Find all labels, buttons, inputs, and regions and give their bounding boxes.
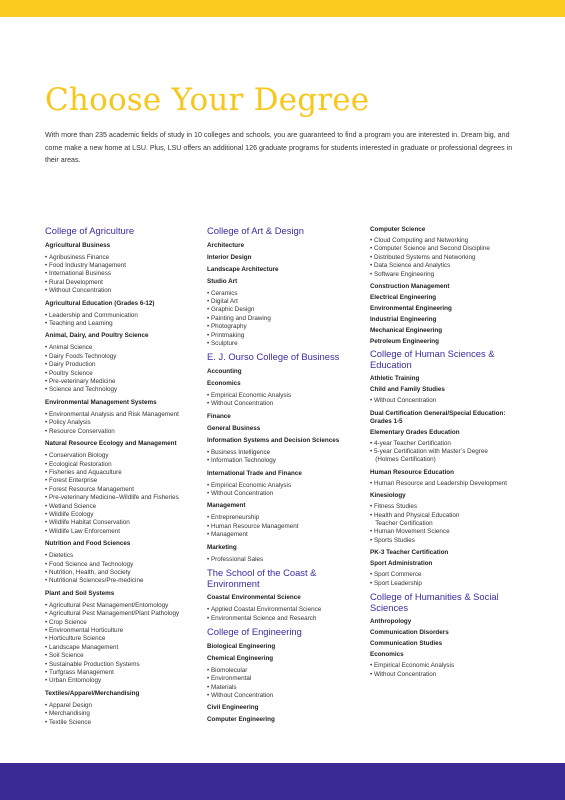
concentration-item: • Nutrition, Health, and Society xyxy=(45,569,203,577)
concentration-item: • Resource Conservation xyxy=(45,428,203,436)
concentration-item: • Poultry Science xyxy=(45,370,203,378)
concentration-item: • Teaching and Learning xyxy=(45,320,203,328)
program-heading: Computer Science xyxy=(370,226,426,233)
program-heading: Construction Management xyxy=(370,283,450,291)
concentration-item: • Professional Sales xyxy=(207,556,365,564)
concentration-list xyxy=(370,503,528,545)
concentration-item: • Empirical Economic Analysis xyxy=(370,662,528,670)
concentration-item: • Painting and Drawing xyxy=(207,315,365,323)
concentration-list xyxy=(370,237,528,279)
concentration-item: • Forest Enterprise xyxy=(45,477,203,485)
concentration-item: • Textile Science xyxy=(45,719,203,727)
program-heading: Architecture xyxy=(207,241,245,249)
program-heading: Environmental Management Systems xyxy=(45,398,157,406)
concentration-list xyxy=(207,449,365,466)
concentration-item: • Fitness Studies xyxy=(370,503,528,511)
concentration-item: • Sports Studies xyxy=(370,537,528,545)
program-heading: Studio Art xyxy=(207,277,238,285)
program-heading: Biological Engineering xyxy=(207,642,276,650)
program-heading: Elementary Grades Education xyxy=(370,428,460,436)
concentration-item: • Agribusiness Finance xyxy=(45,254,203,262)
concentration-item: • Human Movement Science xyxy=(370,528,528,536)
program-heading: Coastal Environmental Science xyxy=(207,594,301,602)
concentration-item: • Cloud Computing and Networking xyxy=(370,237,528,245)
concentration-item: • Without Concentration xyxy=(370,397,528,405)
concentration-item: • Merchandising xyxy=(45,710,203,718)
concentration-item: • Without Concentration xyxy=(207,692,365,700)
concentration-item: • Management xyxy=(207,531,365,539)
program-heading: International Trade and Finance xyxy=(207,469,302,477)
concentration-list xyxy=(45,452,203,536)
program-heading: Economics xyxy=(370,651,404,659)
program-heading: General Business xyxy=(207,424,261,432)
program-heading: Sport Administration xyxy=(370,560,433,568)
college-heading: College of Agriculture xyxy=(45,225,135,236)
program-heading: Textiles/Apparel/Merchandising xyxy=(45,689,140,697)
program-heading: Chemical Engineering xyxy=(207,654,274,662)
program-heading: Mechanical Engineering xyxy=(370,327,443,335)
concentration-item: • Photography xyxy=(207,323,365,331)
college-heading: The School of the Coast & Environment xyxy=(207,567,317,589)
concentration-list xyxy=(207,667,365,701)
program-heading: Finance xyxy=(207,412,231,420)
program-heading: Agricultural Business xyxy=(45,241,111,249)
program-heading: Information Systems and Decision Sciences xyxy=(207,436,340,444)
program-heading: Accounting xyxy=(207,368,242,376)
concentration-list xyxy=(207,482,365,499)
top-accent-bar xyxy=(0,0,565,17)
concentration-list xyxy=(207,392,365,409)
concentration-item: • Science and Technology xyxy=(45,386,203,394)
concentration-item: • Graphic Design xyxy=(207,306,365,314)
bottom-accent-bar xyxy=(0,763,565,800)
concentration-item: • Data Science and Analytics xyxy=(370,262,528,270)
concentration-item: • Dairy Foods Technology xyxy=(45,353,203,361)
intro-paragraph: With more than 235 academic fields of study in 10 colleges and schools, you are guaranteed to find a program you are interested in. Dream big, and come make a new home at LSU. Plus, LSU offers an additional 126 graduate programs for students interested in graduate or professional degrees in their areas. xyxy=(45,131,513,165)
program-heading: Petroleum Engineering xyxy=(370,338,439,346)
concentration-item: • Wetland Science xyxy=(45,503,203,511)
concentration-list xyxy=(45,702,203,727)
concentration-item: • Entrepreneurship xyxy=(207,514,365,522)
concentration-item: • Turfgrass Management xyxy=(45,669,203,677)
concentration-list xyxy=(45,552,203,586)
program-heading: Economics xyxy=(207,380,241,388)
concentration-item: • Fisheries and Aquaculture xyxy=(45,469,203,477)
concentration-item: • Without Concentration xyxy=(207,400,365,408)
college-heading: College of Human Sciences & Education xyxy=(370,348,495,370)
concentration-item: • 4-year Teacher Certification xyxy=(370,440,528,448)
program-heading: Agricultural Education (Grades 6-12) xyxy=(45,299,155,307)
concentration-list xyxy=(207,290,365,349)
concentration-item: • Wildlife Ecology xyxy=(45,511,203,519)
program-heading: Communication Disorders xyxy=(370,629,449,637)
concentration-list xyxy=(370,662,528,679)
concentration-item: • Apparel Design xyxy=(45,702,203,710)
concentration-item: • Without Concentration xyxy=(45,287,203,295)
program-heading: Industrial Engineering xyxy=(370,316,437,324)
program-heading: Dual Certification General/Special Education: Grades 1-5 xyxy=(370,409,506,425)
concentration-item: • Applied Coastal Environmental Science xyxy=(207,606,365,614)
college-heading: E. J. Ourso College of Business xyxy=(207,351,340,363)
concentration-item: • Materials xyxy=(207,684,365,692)
program-heading: Computer Engineering xyxy=(207,716,275,724)
concentration-item: • Horticulture Science xyxy=(45,635,203,643)
program-heading: Athletic Training xyxy=(370,375,420,383)
concentration-item: • Software Engineering xyxy=(370,271,528,279)
concentration-item: • Printmaking xyxy=(207,332,365,340)
concentration-item: • Wildlife Law Enforcement xyxy=(45,528,203,536)
concentration-item: • Computer Science and Second Discipline xyxy=(370,245,528,253)
concentration-item: • 5-year Certification with Master’s Degree xyxy=(370,448,528,456)
concentration-item: • Business Intelligence xyxy=(207,449,365,457)
concentration-item: • Environmental Horticulture xyxy=(45,627,203,635)
concentration-item: • Wildlife Habitat Conservation xyxy=(45,519,203,527)
program-heading: Marketing xyxy=(207,543,237,551)
concentration-list xyxy=(45,312,203,329)
concentration-list xyxy=(370,397,528,405)
program-heading: Natural Resource Ecology and Management xyxy=(45,440,177,448)
concentration-item: • Sport Commerce xyxy=(370,571,528,579)
degree-column-1 xyxy=(45,226,203,731)
program-heading: Animal, Dairy, and Poultry Science xyxy=(45,332,149,340)
program-heading: Management xyxy=(207,502,246,510)
concentration-item: • Ecological Restoration xyxy=(45,461,203,469)
concentration-item: • Food Science and Technology xyxy=(45,561,203,569)
concentration-list xyxy=(45,602,203,686)
concentration-list xyxy=(207,556,365,564)
concentration-list xyxy=(370,440,528,465)
concentration-item: • Ceramics xyxy=(207,290,365,298)
degree-column-2 xyxy=(207,226,365,728)
concentration-item: • Soil Science xyxy=(45,652,203,660)
program-heading: Civil Engineering xyxy=(207,704,259,712)
concentration-item: • Information Technology xyxy=(207,457,365,465)
concentration-item: • Crop Science xyxy=(45,619,203,627)
concentration-item: • Sport Leadership xyxy=(370,580,528,588)
college-heading: College of Art & Design xyxy=(207,225,304,236)
college-heading: College of Engineering xyxy=(207,626,302,638)
concentration-item: • Agricultural Pest Management/Entomology xyxy=(45,602,203,610)
concentration-item: • Environmental Science and Research xyxy=(207,615,365,623)
concentration-item: • Human Resource and Leadership Development xyxy=(370,480,528,488)
concentration-item: • Empirical Economic Analysis xyxy=(207,482,365,490)
concentration-item: • Leadership and Communication xyxy=(45,312,203,320)
concentration-item: (Holmes Certification) xyxy=(375,456,436,464)
program-heading: Interior Design xyxy=(207,253,252,261)
program-heading: Nutrition and Food Sciences xyxy=(45,540,131,548)
concentration-item: • Urban Entomology xyxy=(45,677,203,685)
concentration-item: • Sustainable Production Systems xyxy=(45,661,203,669)
concentration-item: • Health and Physical Education xyxy=(370,512,528,520)
program-heading: Communication Studies xyxy=(370,640,443,648)
concentration-list xyxy=(370,571,528,588)
program-heading: Human Resource Education xyxy=(370,468,454,476)
concentration-list xyxy=(207,514,365,539)
program-heading: Anthropology xyxy=(370,618,412,626)
concentration-item: • Dietetics xyxy=(45,552,203,560)
concentration-item: • Landscape Management xyxy=(45,644,203,652)
college-heading: College of Humanities & Social Sciences xyxy=(370,591,499,613)
concentration-list xyxy=(45,411,203,436)
concentration-item: • Human Resource Management xyxy=(207,523,365,531)
concentration-item: • Animal Science xyxy=(45,344,203,352)
degree-column-3 xyxy=(370,226,528,683)
concentration-item: • Environmental xyxy=(207,675,365,683)
concentration-item: • Distributed Systems and Networking xyxy=(370,254,528,262)
program-heading: Child and Family Studies xyxy=(370,386,445,394)
concentration-list xyxy=(207,606,365,623)
concentration-item: • Food Industry Management xyxy=(45,262,203,270)
concentration-item: • Dairy Production xyxy=(45,361,203,369)
program-heading: Plant and Soil Systems xyxy=(45,589,115,597)
program-heading: Kinesiology xyxy=(370,492,406,500)
concentration-item: Teacher Certification xyxy=(375,520,433,528)
concentration-item: • Digital Art xyxy=(207,298,365,306)
program-heading: Landscape Architecture xyxy=(207,265,279,273)
concentration-item: • Pre-veterinary Medicine–Wildlife and Fisheries xyxy=(45,494,203,502)
concentration-list xyxy=(45,344,203,394)
program-heading: PK-3 Teacher Certification xyxy=(370,549,449,557)
concentration-item: • Policy Analysis xyxy=(45,419,203,427)
concentration-item: • Agricultural Pest Management/Plant Pathology xyxy=(45,610,203,618)
concentration-item: • Conservation Biology xyxy=(45,452,203,460)
concentration-item: • International Business xyxy=(45,270,203,278)
concentration-item: • Forest Resource Management xyxy=(45,486,203,494)
concentration-list xyxy=(45,254,203,296)
concentration-item: • Nutritional Sciences/Pre-medicine xyxy=(45,577,203,585)
concentration-item: • Rural Development xyxy=(45,279,203,287)
page-title: Choose Your Degree xyxy=(45,82,370,118)
concentration-item: • Pre-veterinary Medicine xyxy=(45,378,203,386)
concentration-item: • Biomolecular xyxy=(207,667,365,675)
concentration-item: • Without Concentration xyxy=(207,490,365,498)
concentration-item: • Without Concentration xyxy=(370,671,528,679)
concentration-list xyxy=(370,480,528,488)
program-heading: Electrical Engineering xyxy=(370,294,437,302)
program-heading: Environmental Engineering xyxy=(370,305,452,313)
concentration-item: • Empirical Economic Analysis xyxy=(207,392,365,400)
concentration-item: • Sculpture xyxy=(207,340,365,348)
concentration-item: • Environmental Analysis and Risk Management xyxy=(45,411,203,419)
